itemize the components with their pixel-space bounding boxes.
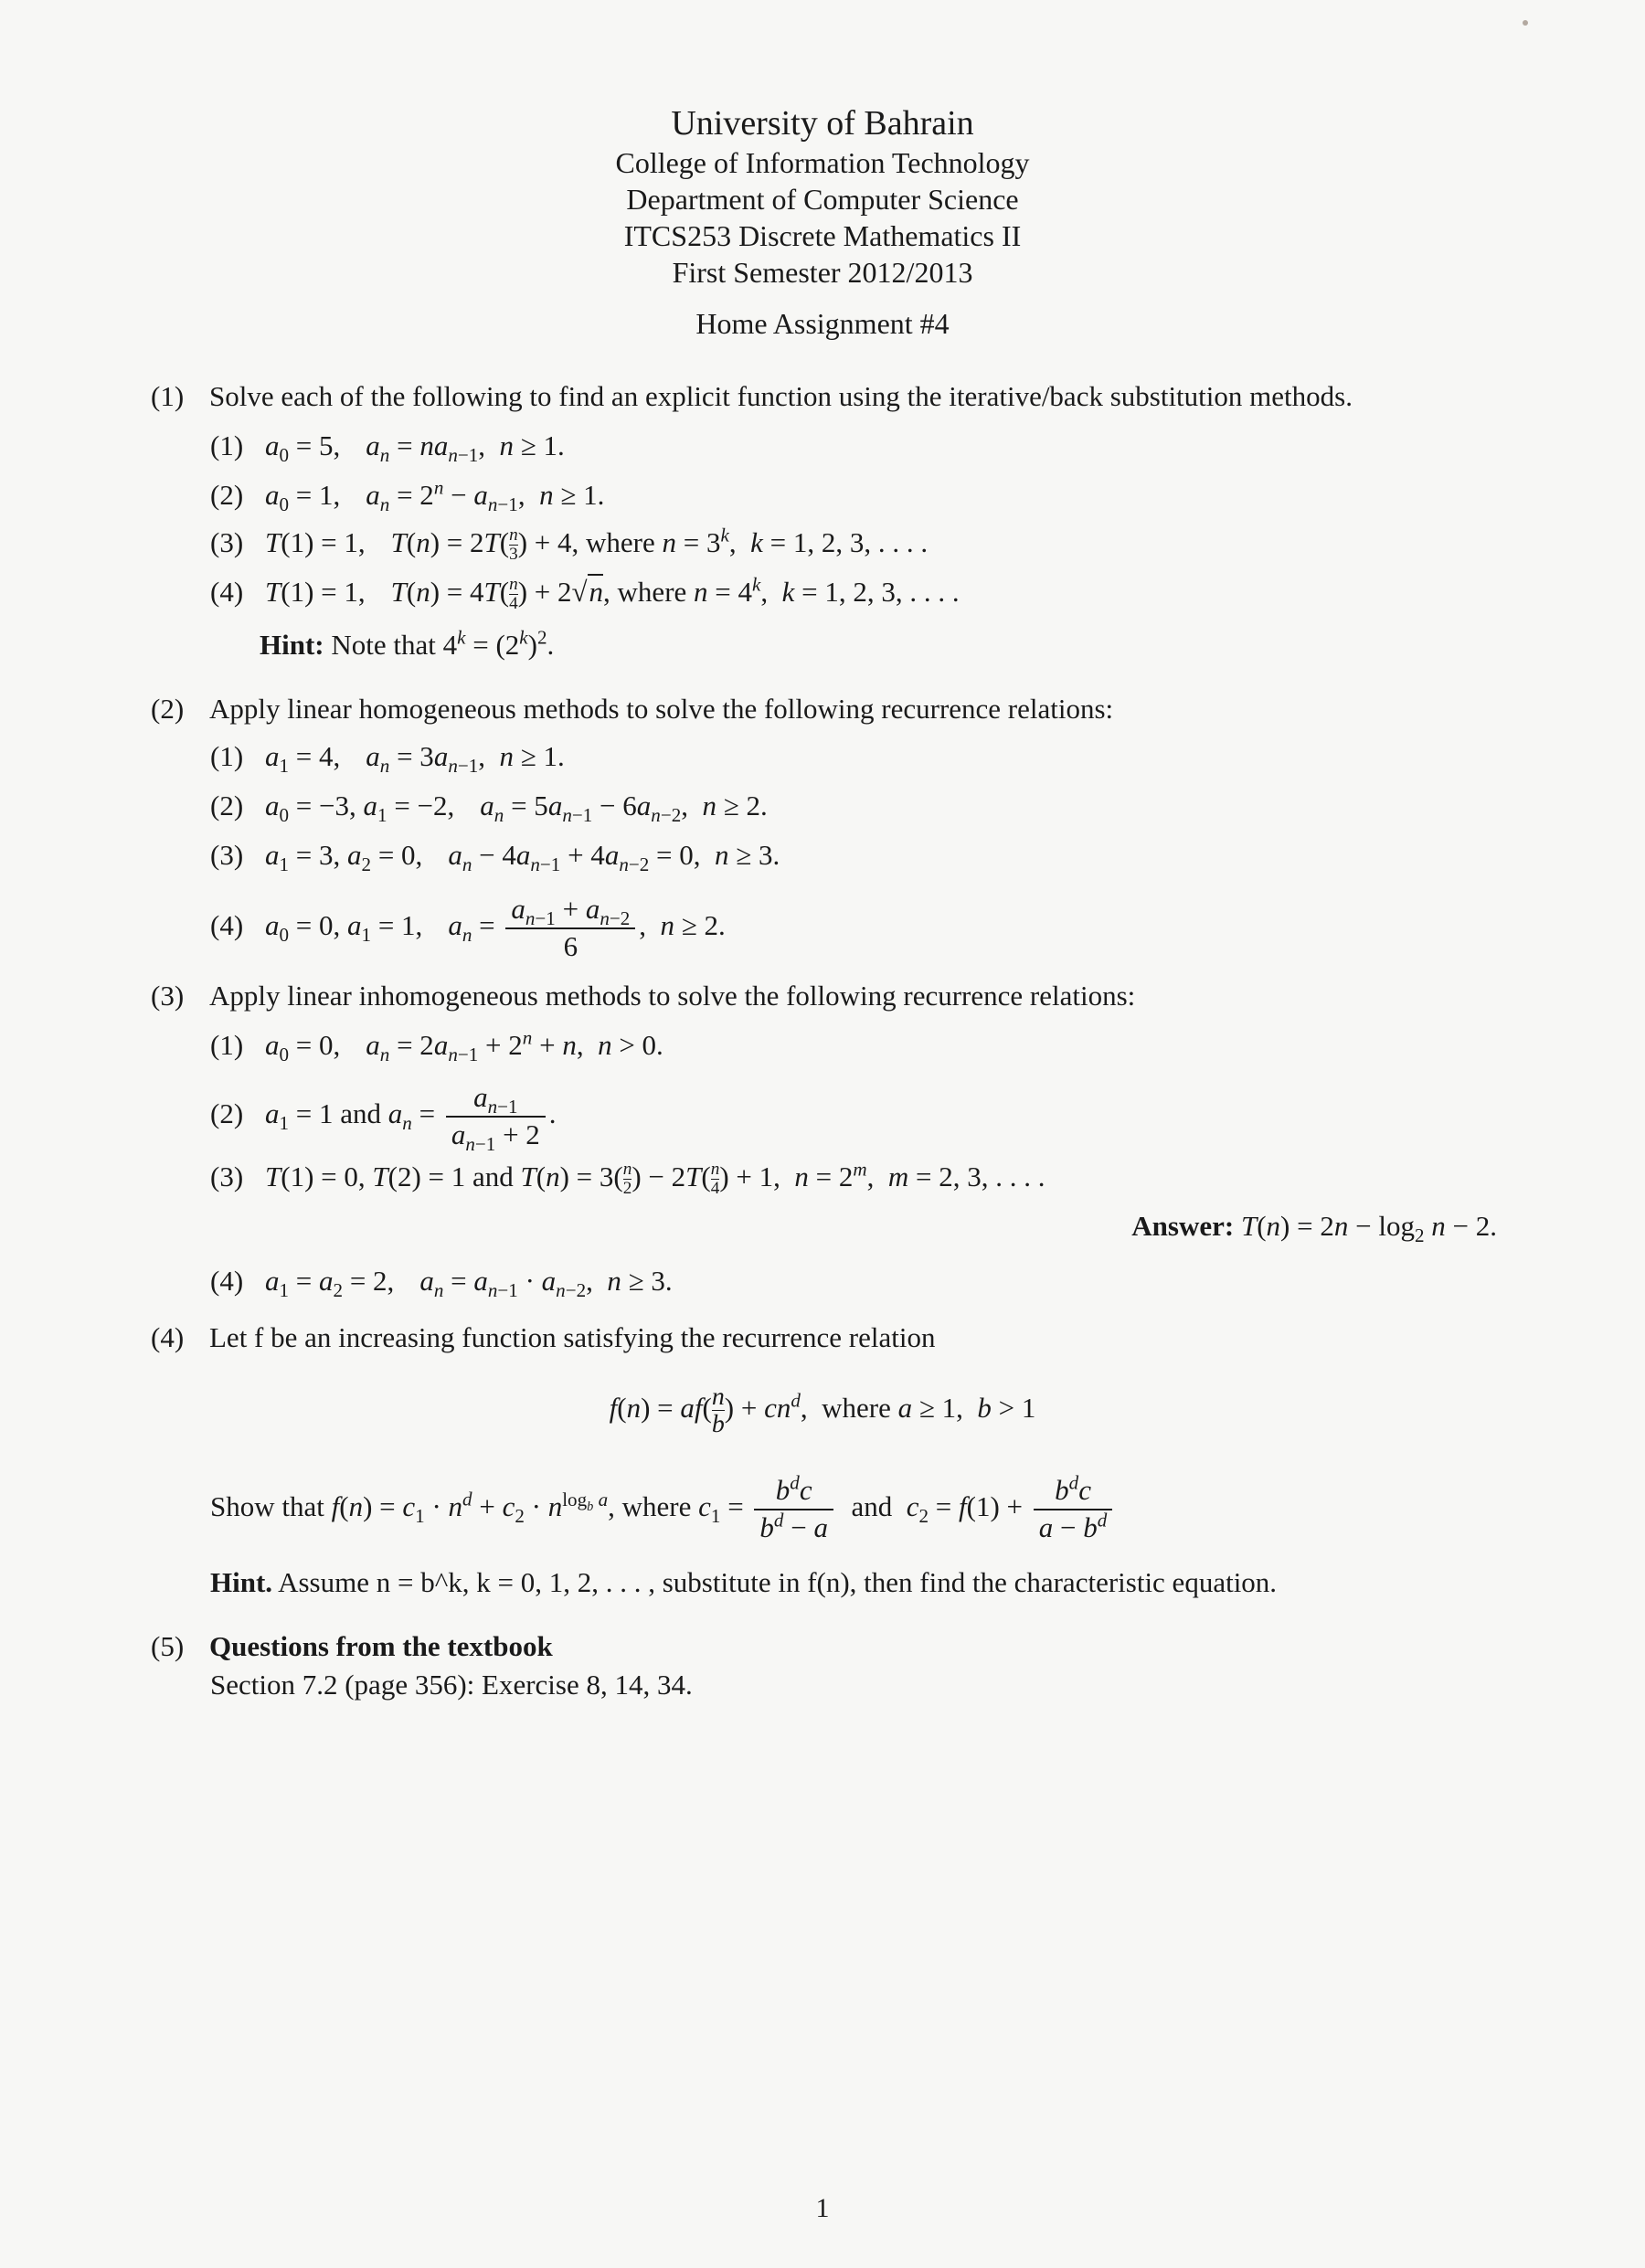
department-name: Department of Computer Science bbox=[626, 183, 1019, 216]
page-number: 1 bbox=[815, 2193, 830, 2223]
question-number: (1) bbox=[151, 380, 185, 412]
university-name: University of Bahrain bbox=[671, 104, 974, 143]
q4-recurrence: f(n) = af( $\frac{n}{b}$ ) + $cn^d$, where a ≥ 1, b > 1 bbox=[609, 1383, 1036, 1439]
q4-hint: Hint. Assume n = b^k, k = 0, 1, 2, . . . , substitute in f(n), then find the characteristic equation. bbox=[210, 1566, 1278, 1598]
q5-text: Section 7.2 (page 356): Exercise 8, 14, 34. bbox=[210, 1669, 693, 1701]
question-1-heading bbox=[151, 380, 1353, 413]
q2-item-3: (3) $a_1 = 3$, $a_2 = 0$, $a_n - 4a_{n-1} + 4a_{n-2} = 0$, n ≥ 3. bbox=[210, 839, 780, 876]
q2-item-1: (1) $a_1 = 4$, $a_n = 3a_{n-1}$, n ≥ 1. bbox=[210, 740, 565, 778]
assignment-title: Home Assignment #4 bbox=[695, 307, 950, 340]
paper-speck bbox=[1523, 20, 1528, 26]
q3-item-2: (2) $a_1 = 1$ and $a_n$ = $\frac{a_{n-1}}{a_{n-1} + 2}$ . bbox=[210, 1081, 557, 1155]
q3-answer: Answer: $T(n) = 2n - \log_2 n - 2$. bbox=[1131, 1210, 1497, 1247]
course-title: ITCS253 Discrete Mathematics II bbox=[623, 219, 1022, 252]
q1-item-3: (3) T(1) = 1, T(n) = 2T( $\frac{n}{3}$ ) + 4, where $n = 3^k$, k = 1, 2, 3, . . . . bbox=[210, 524, 929, 565]
question-2-heading: (2) Apply linear homogeneous methods to solve the following recurrence relations: bbox=[151, 693, 1114, 725]
question-4-heading: (4) Let f be an increasing function satisfying the recurrence relation bbox=[151, 1321, 936, 1353]
q3-item-4: (4) $a_1 = a_2 = 2$, $a_n = a_{n-1} \cdot a_{n-2}$, n ≥ 3. bbox=[210, 1265, 673, 1302]
q1-item-4: (4) T(1) = 1, T(n) = 4T( $\frac{n}{4}$ ) + 2√n, where $n = 4^k$, k = 1, 2, 3, . . . . bbox=[210, 573, 960, 614]
q1-item-2: (2) $a_0 = 1$, $a_n = 2^n - a_{n-1}$, n ≥ 1. bbox=[210, 476, 605, 516]
question-3-heading: (3) Apply linear inhomogeneous methods to solve the following recurrence relations: bbox=[151, 980, 1136, 1012]
question-prompt: Solve each of the following to find an explicit function using the iterative/back substitution methods. bbox=[209, 380, 1353, 412]
q3-item-3: (3) T(1) = 0, T(2) = 1 and T(n) = 3( $\frac{n}{2}$ ) − 2T( $\frac{n}{4}$ ) + 1, $n = 2^m$, m = 2, 3, . . . . bbox=[210, 1158, 1045, 1199]
q1-item-1: (1) $a_0 = 5$, $a_n = na_{n-1}$, n ≥ 1. bbox=[210, 429, 565, 467]
document-header bbox=[0, 102, 1645, 342]
q2-item-2: (2) $a_0 = -3$, $a_1 = -2$, $a_n = 5a_{n-1} - 6a_{n-2}$, n ≥ 2. bbox=[210, 790, 768, 827]
q3-item-1: (1) $a_0 = 0$, $a_n = 2a_{n-1} + 2^n + n$, n > 0. bbox=[210, 1026, 663, 1066]
q1-hint: Hint: Note that $4^k = (2^k)^2$. bbox=[260, 626, 555, 661]
college-name: College of Information Technology bbox=[615, 146, 1030, 179]
q2-item-4: (4) $a_0 = 0$, $a_1 = 1$, $a_n$ = $\frac{a_{n-1} + a_{n-2}}{6}$ , n ≥ 2. bbox=[210, 892, 726, 965]
semester: First Semester 2012/2013 bbox=[672, 256, 973, 289]
q4-show-that: Show that $f(n) = c_1 \cdot n^d + c_2 \cdot n^{log_b a}$, where $c_1$ = $\frac{b^dc}{b^d - a}$ and $c_2 = f(1)$ + $\frac{b^dc}{a - b^d}$ bbox=[210, 1473, 1116, 1546]
question-5-heading: (5) Questions from the textbook bbox=[151, 1630, 553, 1662]
